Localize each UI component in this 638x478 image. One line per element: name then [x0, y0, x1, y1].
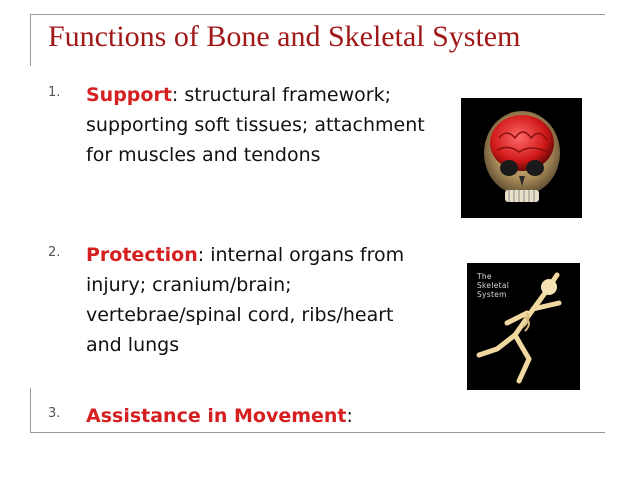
item-text	[86, 80, 428, 170]
item-text	[86, 240, 428, 360]
skeleton-book-cover	[467, 263, 580, 390]
item-text	[86, 401, 428, 431]
item-keyword: Assistance in Movement	[86, 405, 347, 427]
bottom-rule	[30, 432, 605, 433]
item-description: :	[346, 405, 353, 427]
left-rule	[30, 14, 31, 66]
item-keyword: Protection	[86, 244, 198, 266]
skeleton-figure-icon	[467, 263, 580, 390]
item-number: 2.	[48, 245, 61, 260]
item-number: 1.	[48, 85, 61, 100]
item-number: 3.	[48, 406, 61, 421]
top-rule	[30, 14, 605, 15]
skull-brain-xray-icon	[461, 98, 582, 218]
item-description: : structural framework; supporting soft tissues; attachment for muscles and tendons	[86, 84, 425, 166]
skull-brain-image	[461, 98, 582, 218]
item-description: : internal organs from injury; cranium/brain; vertebrae/spinal cord, ribs/heart and lungs	[86, 244, 405, 356]
item-keyword: Support	[86, 84, 172, 106]
slide-title: Functions of Bone and Skeletal System	[48, 20, 521, 53]
cover-title: The Skeletal System	[477, 272, 510, 299]
bottom-left-rule	[30, 388, 31, 432]
